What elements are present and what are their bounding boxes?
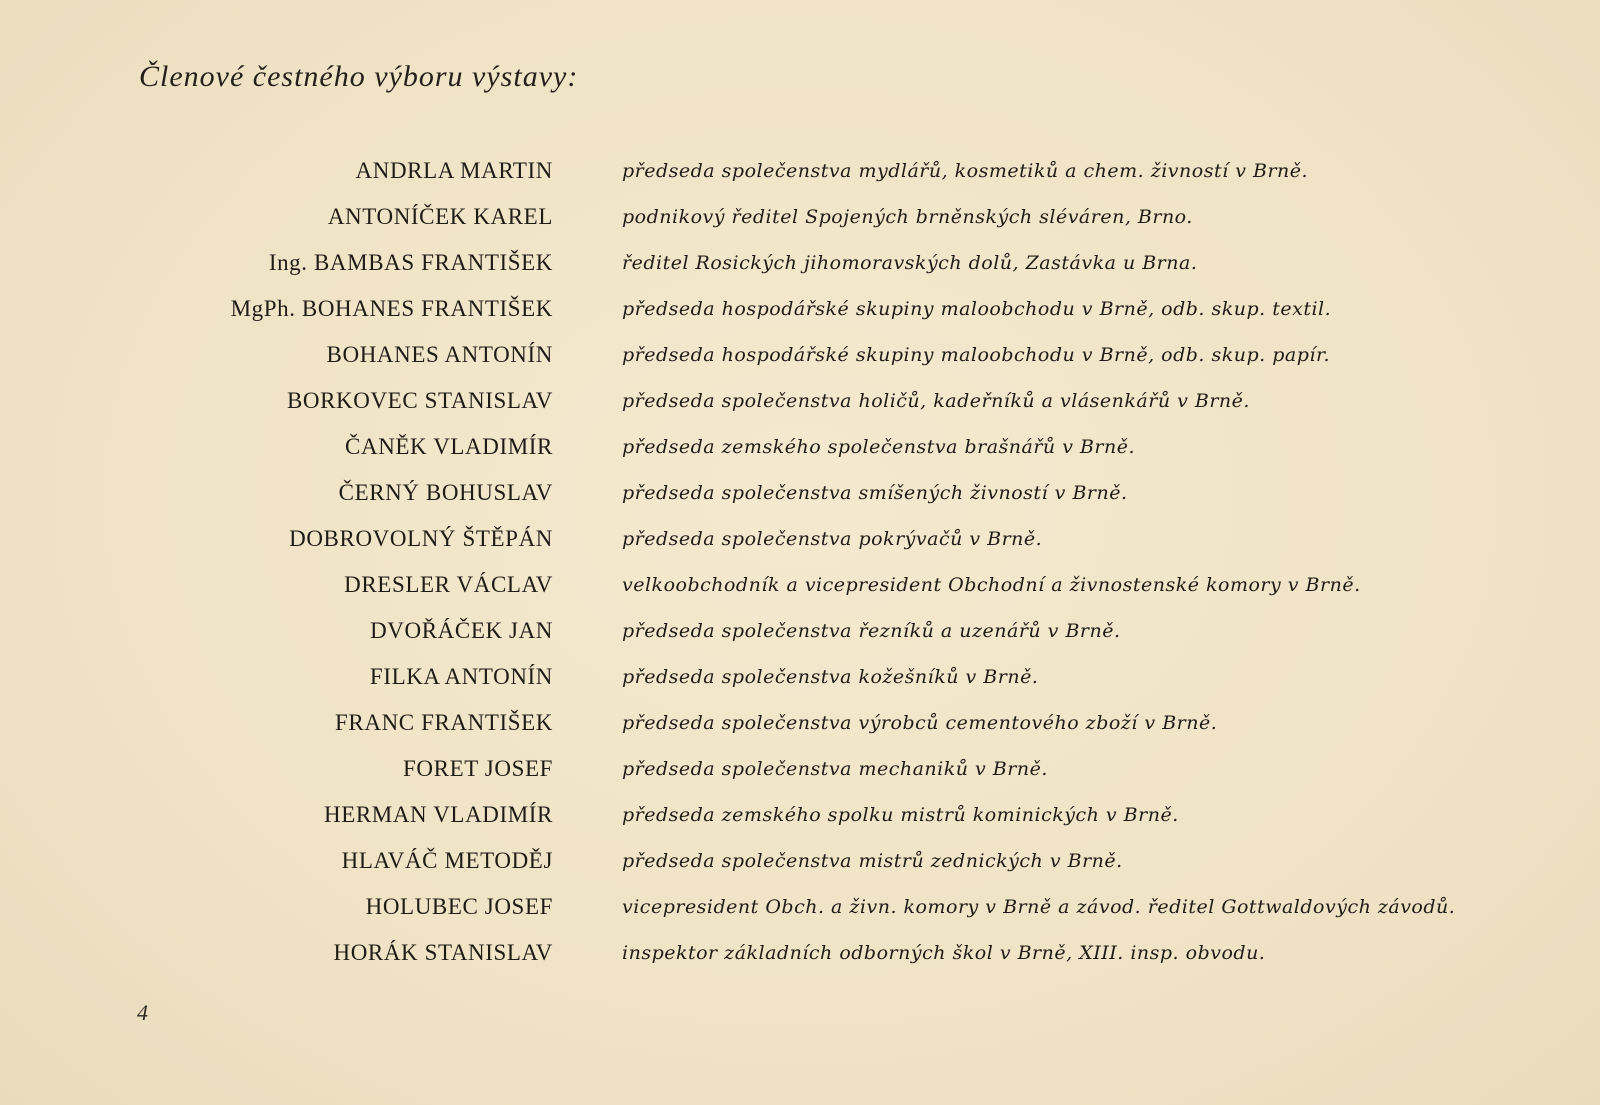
- member-role: inspektor základních odborných škol v Brně, XIII. insp. obvodu.: [622, 942, 1266, 964]
- member-row: [0, 332, 1600, 378]
- member-name: BORKOVEC STANISLAV: [286, 388, 553, 413]
- member-name: FRANC FRANTIŠEK: [335, 710, 553, 735]
- member-name: ČANĚK VLADIMÍR: [345, 434, 553, 459]
- member-name: BOHANES ANTONÍN: [326, 342, 553, 367]
- member-role: ředitel Rosických jihomoravských dolů, Zastávka u Brna.: [622, 252, 1198, 274]
- committee-members-list: [0, 148, 1600, 976]
- member-name: HLAVÁČ METODĚJ: [341, 848, 553, 873]
- member-role: předseda zemského společenstva brašnářů v Brně.: [622, 436, 1136, 458]
- member-row: [0, 286, 1600, 332]
- member-row: [0, 700, 1600, 746]
- member-row: [0, 470, 1600, 516]
- member-row: [0, 378, 1600, 424]
- member-row: [0, 792, 1600, 838]
- member-row: [0, 562, 1600, 608]
- member-row: [0, 838, 1600, 884]
- member-role: předseda společenstva kožešníků v Brně.: [622, 666, 1039, 688]
- page-number: 4: [137, 1000, 148, 1025]
- member-role: předseda společenstva mydlářů, kosmetiků a chem. živností v Brně.: [622, 160, 1309, 182]
- member-row: [0, 654, 1600, 700]
- member-role: předseda společenstva mechaniků v Brně.: [622, 758, 1048, 780]
- member-name: DVOŘÁČEK JAN: [370, 618, 553, 643]
- member-role: předseda společenstva pokrývačů v Brně.: [622, 528, 1043, 550]
- member-role: předseda společenstva mistrů zednických v Brně.: [622, 850, 1123, 872]
- member-row: [0, 746, 1600, 792]
- member-row: [0, 516, 1600, 562]
- member-role: předseda hospodářské skupiny maloobchodu v Brně, odb. skup. papír.: [622, 344, 1331, 366]
- member-role: velkoobchodník a vicepresident Obchodní a živnostenské komory v Brně.: [622, 574, 1361, 596]
- member-role: předseda společenstva výrobců cementového zboží v Brně.: [622, 712, 1218, 734]
- member-name: HORÁK STANISLAV: [333, 940, 553, 965]
- member-role: předseda zemského spolku mistrů kominických v Brně.: [622, 804, 1179, 826]
- member-row: [0, 194, 1600, 240]
- member-row: [0, 148, 1600, 194]
- member-row: [0, 424, 1600, 470]
- member-row: [0, 884, 1600, 930]
- member-name: HERMAN VLADIMÍR: [324, 802, 553, 827]
- member-role: předseda společenstva smíšených živností v Brně.: [622, 482, 1128, 504]
- member-row: [0, 608, 1600, 654]
- member-name: ČERNÝ BOHUSLAV: [338, 480, 553, 505]
- member-name: ANTONÍČEK KAREL: [327, 204, 553, 229]
- member-role: předseda hospodářské skupiny maloobchodu v Brně, odb. skup. textil.: [622, 298, 1332, 320]
- member-name: FILKA ANTONÍN: [369, 664, 553, 689]
- member-name: FORET JOSEF: [403, 756, 553, 781]
- member-role: předseda společenstva řezníků a uzenářů v Brně.: [622, 620, 1121, 642]
- page-heading: Členové čestného výboru výstavy:: [139, 60, 579, 93]
- member-name: MgPh. BOHANES FRANTIŠEK: [230, 296, 553, 321]
- member-name: Ing. BAMBAS FRANTIŠEK: [268, 250, 553, 275]
- member-name: DRESLER VÁCLAV: [344, 572, 553, 597]
- member-name: DOBROVOLNÝ ŠTĚPÁN: [289, 526, 553, 551]
- member-role: podnikový ředitel Spojených brněnských sléváren, Brno.: [622, 206, 1193, 228]
- member-row: [0, 240, 1600, 286]
- member-name: HOLUBEC JOSEF: [365, 894, 553, 919]
- member-row: [0, 930, 1600, 976]
- member-role: předseda společenstva holičů, kadeřníků a vlásenkářů v Brně.: [622, 390, 1250, 412]
- member-name: ANDRLA MARTIN: [355, 158, 553, 183]
- member-role: vicepresident Obch. a živn. komory v Brně a závod. ředitel Gottwaldových závodů.: [622, 896, 1456, 918]
